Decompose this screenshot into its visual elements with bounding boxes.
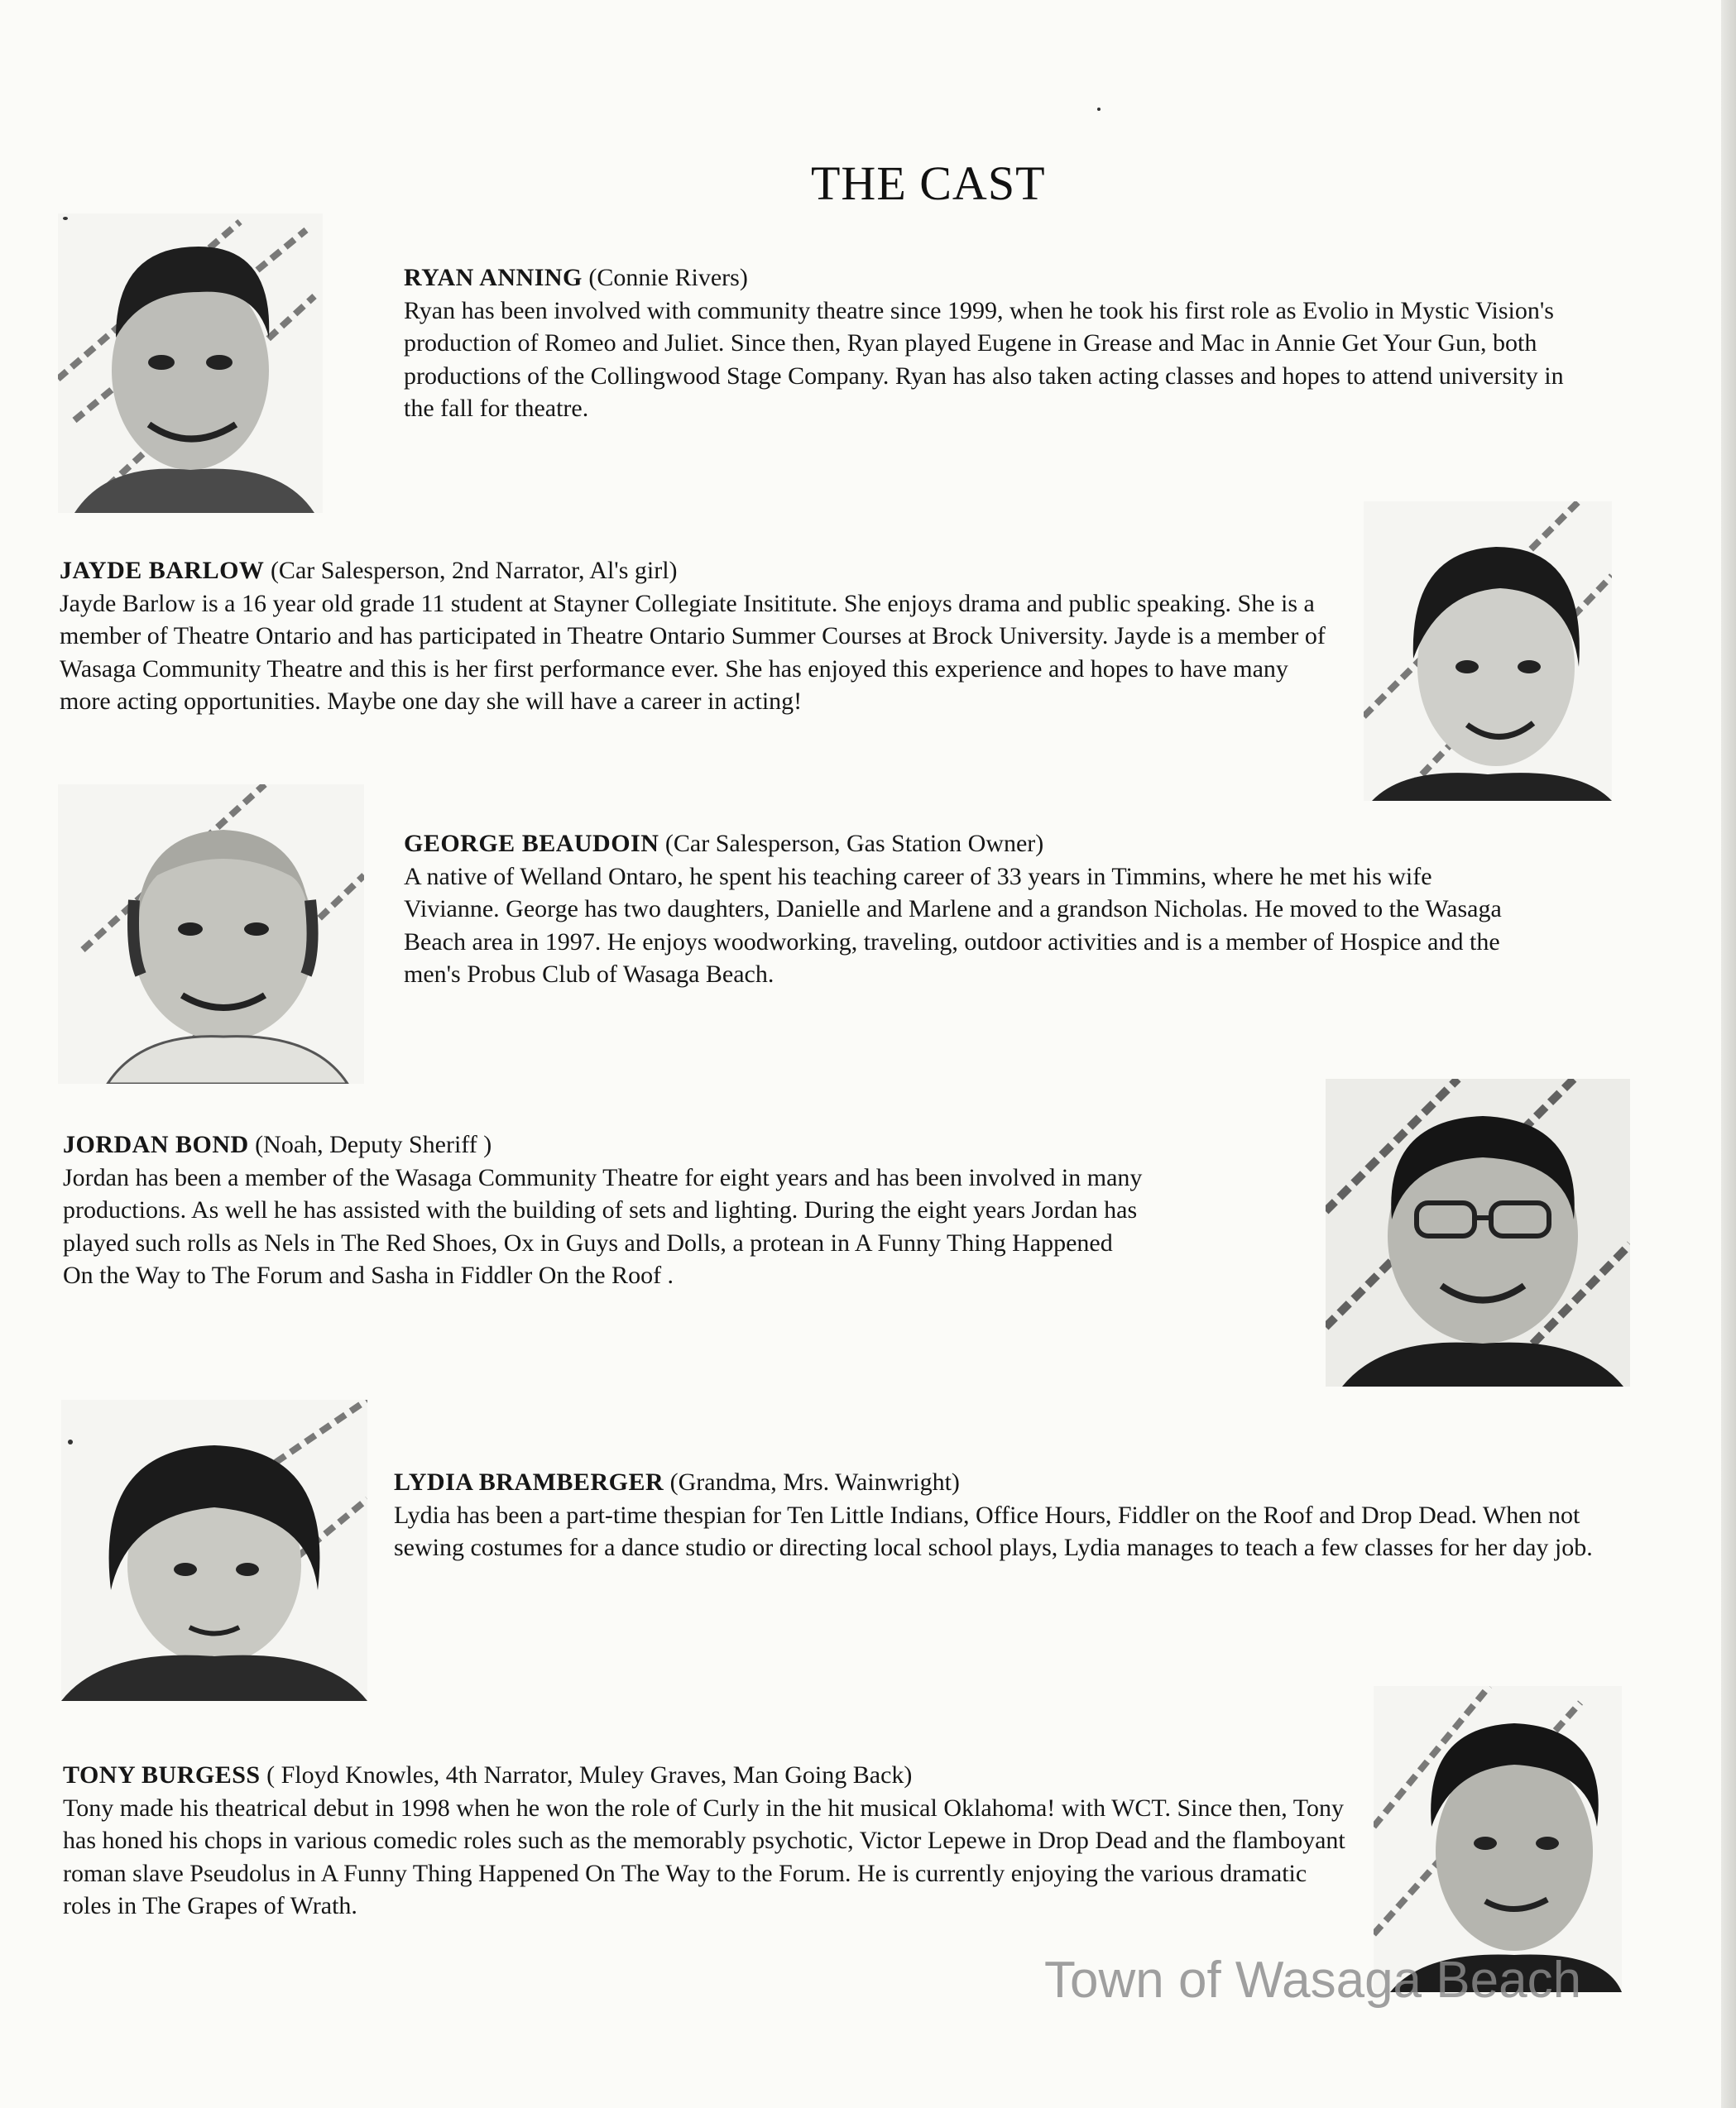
- cast-name: TONY BURGESS: [63, 1761, 261, 1789]
- cast-bio: Jordan has been a member of the Wasaga Community Theatre for eight years and has been involved in many productions. As well he has assisted with the building of sets and lighting. During the eight years Jordan has played such rolls as Nels in The Red Shoes, Ox in Guys and Dolls, a protean in A Funny Thing Happened On the Way to The Forum and Sasha in Fiddler On the Roof .: [63, 1163, 1143, 1289]
- scan-speck: [63, 217, 68, 220]
- headshot-photo: [58, 213, 323, 513]
- cast-name: RYAN ANNING: [404, 264, 583, 291]
- page-title: THE CAST: [811, 156, 1046, 210]
- cast-photo-lydia-bramberger: [61, 1400, 367, 1701]
- cast-photo-jayde-barlow: [1364, 501, 1612, 801]
- cast-entry-george-beaudoin: [404, 827, 1595, 991]
- headshot-photo: [1374, 1686, 1622, 1992]
- cast-photo-ryan-anning: [58, 213, 323, 513]
- cast-photo-jordan-bond: [1326, 1079, 1630, 1387]
- cast-roles: (Car Salesperson, 2nd Narrator, Al's girl): [270, 557, 678, 584]
- cast-entry-lydia-bramberger: [394, 1466, 1619, 1564]
- headshot-photo: [1326, 1079, 1630, 1387]
- cast-name: LYDIA BRAMBERGER: [394, 1468, 664, 1496]
- cast-entry-jayde-barlow: [60, 554, 1326, 718]
- cast-name: JAYDE BARLOW: [60, 557, 265, 584]
- headshot-photo: [61, 1400, 367, 1701]
- scan-speck: [68, 1440, 73, 1444]
- cast-roles: (Connie Rivers): [588, 264, 748, 291]
- watermark: Town of Wasaga Beach: [1044, 1952, 1582, 2009]
- cast-photo-tony-burgess: [1374, 1686, 1622, 1992]
- cast-entry-ryan-anning: [404, 261, 1595, 425]
- cast-bio: Lydia has been a part-time thespian for Ten Little Indians, Office Hours, Fiddler on the Roof and Drop Dead. When not sewing costumes for a dance studio or directing local school plays, Lydia manages to teach a few classes for her day job.: [394, 1501, 1593, 1561]
- cast-roles: (Car Salesperson, Gas Station Owner): [664, 830, 1044, 857]
- cast-name: GEORGE BEAUDOIN: [404, 830, 659, 857]
- headshot-photo: [58, 784, 364, 1084]
- cast-bio: A native of Welland Ontaro, he spent his teaching career of 33 years in Timmins, where he met his wife Vivianne. George has two daughters, Danielle and Marlene and a grandson Nicholas. He moved to the Wasaga Beach area in 1997. He enjoys woodworking, traveling, outdoor activities and is a member of Hospice and the men's Probus Club of Wasaga Beach.: [404, 862, 1502, 988]
- cast-roles: (Grandma, Mrs. Wainwright): [669, 1468, 960, 1496]
- cast-entry-jordan-bond: [63, 1128, 1163, 1292]
- cast-roles: (Noah, Deputy Sheriff ): [255, 1131, 492, 1158]
- scan-speck: [1097, 108, 1101, 111]
- cast-bio: Jayde Barlow is a 16 year old grade 11 student at Stayner Collegiate Insititute. She enjoys drama and public speaking. She is a member of Theatre Ontario and has participated in Theatre Ontario Summer Courses at Brock University. Jayde is a member of Wasaga Community Theatre and this is her first performance ever. She has enjoyed this experience and hopes to have many more acting opportunities. Maybe one day she will have a career in acting!: [60, 589, 1326, 715]
- cast-entry-tony-burgess: [63, 1759, 1354, 1923]
- cast-photo-george-beaudoin: [58, 784, 364, 1084]
- page-edge: [1721, 0, 1736, 2108]
- cast-bio: Ryan has been involved with community theatre since 1999, when he took his first role as Evolio in Mystic Vision's production of Romeo and Juliet. Since then, Ryan played Eugene in Grease and Mac in Annie Get Your Gun, both productions of the Collingwood Stage Company. Ryan has also taken acting classes and hopes to attend university in the fall for theatre.: [404, 296, 1564, 422]
- headshot-photo: [1364, 501, 1612, 801]
- cast-bio: Tony made his theatrical debut in 1998 when he won the role of Curly in the hit musical Oklahoma! with WCT. Since then, Tony has honed his chops in various comedic roles such as the memorably psychotic, Victor Lepewe in Drop Dead and the flamboyant roman slave Pseudolus in A Funny Thing Happened On The Way to the Forum. He is currently enjoying the various dramatic roles in The Grapes of Wrath.: [63, 1794, 1345, 1919]
- cast-roles: ( Floyd Knowles, 4th Narrator, Muley Graves, Man Going Back): [266, 1761, 913, 1789]
- cast-name: JORDAN BOND: [63, 1131, 249, 1158]
